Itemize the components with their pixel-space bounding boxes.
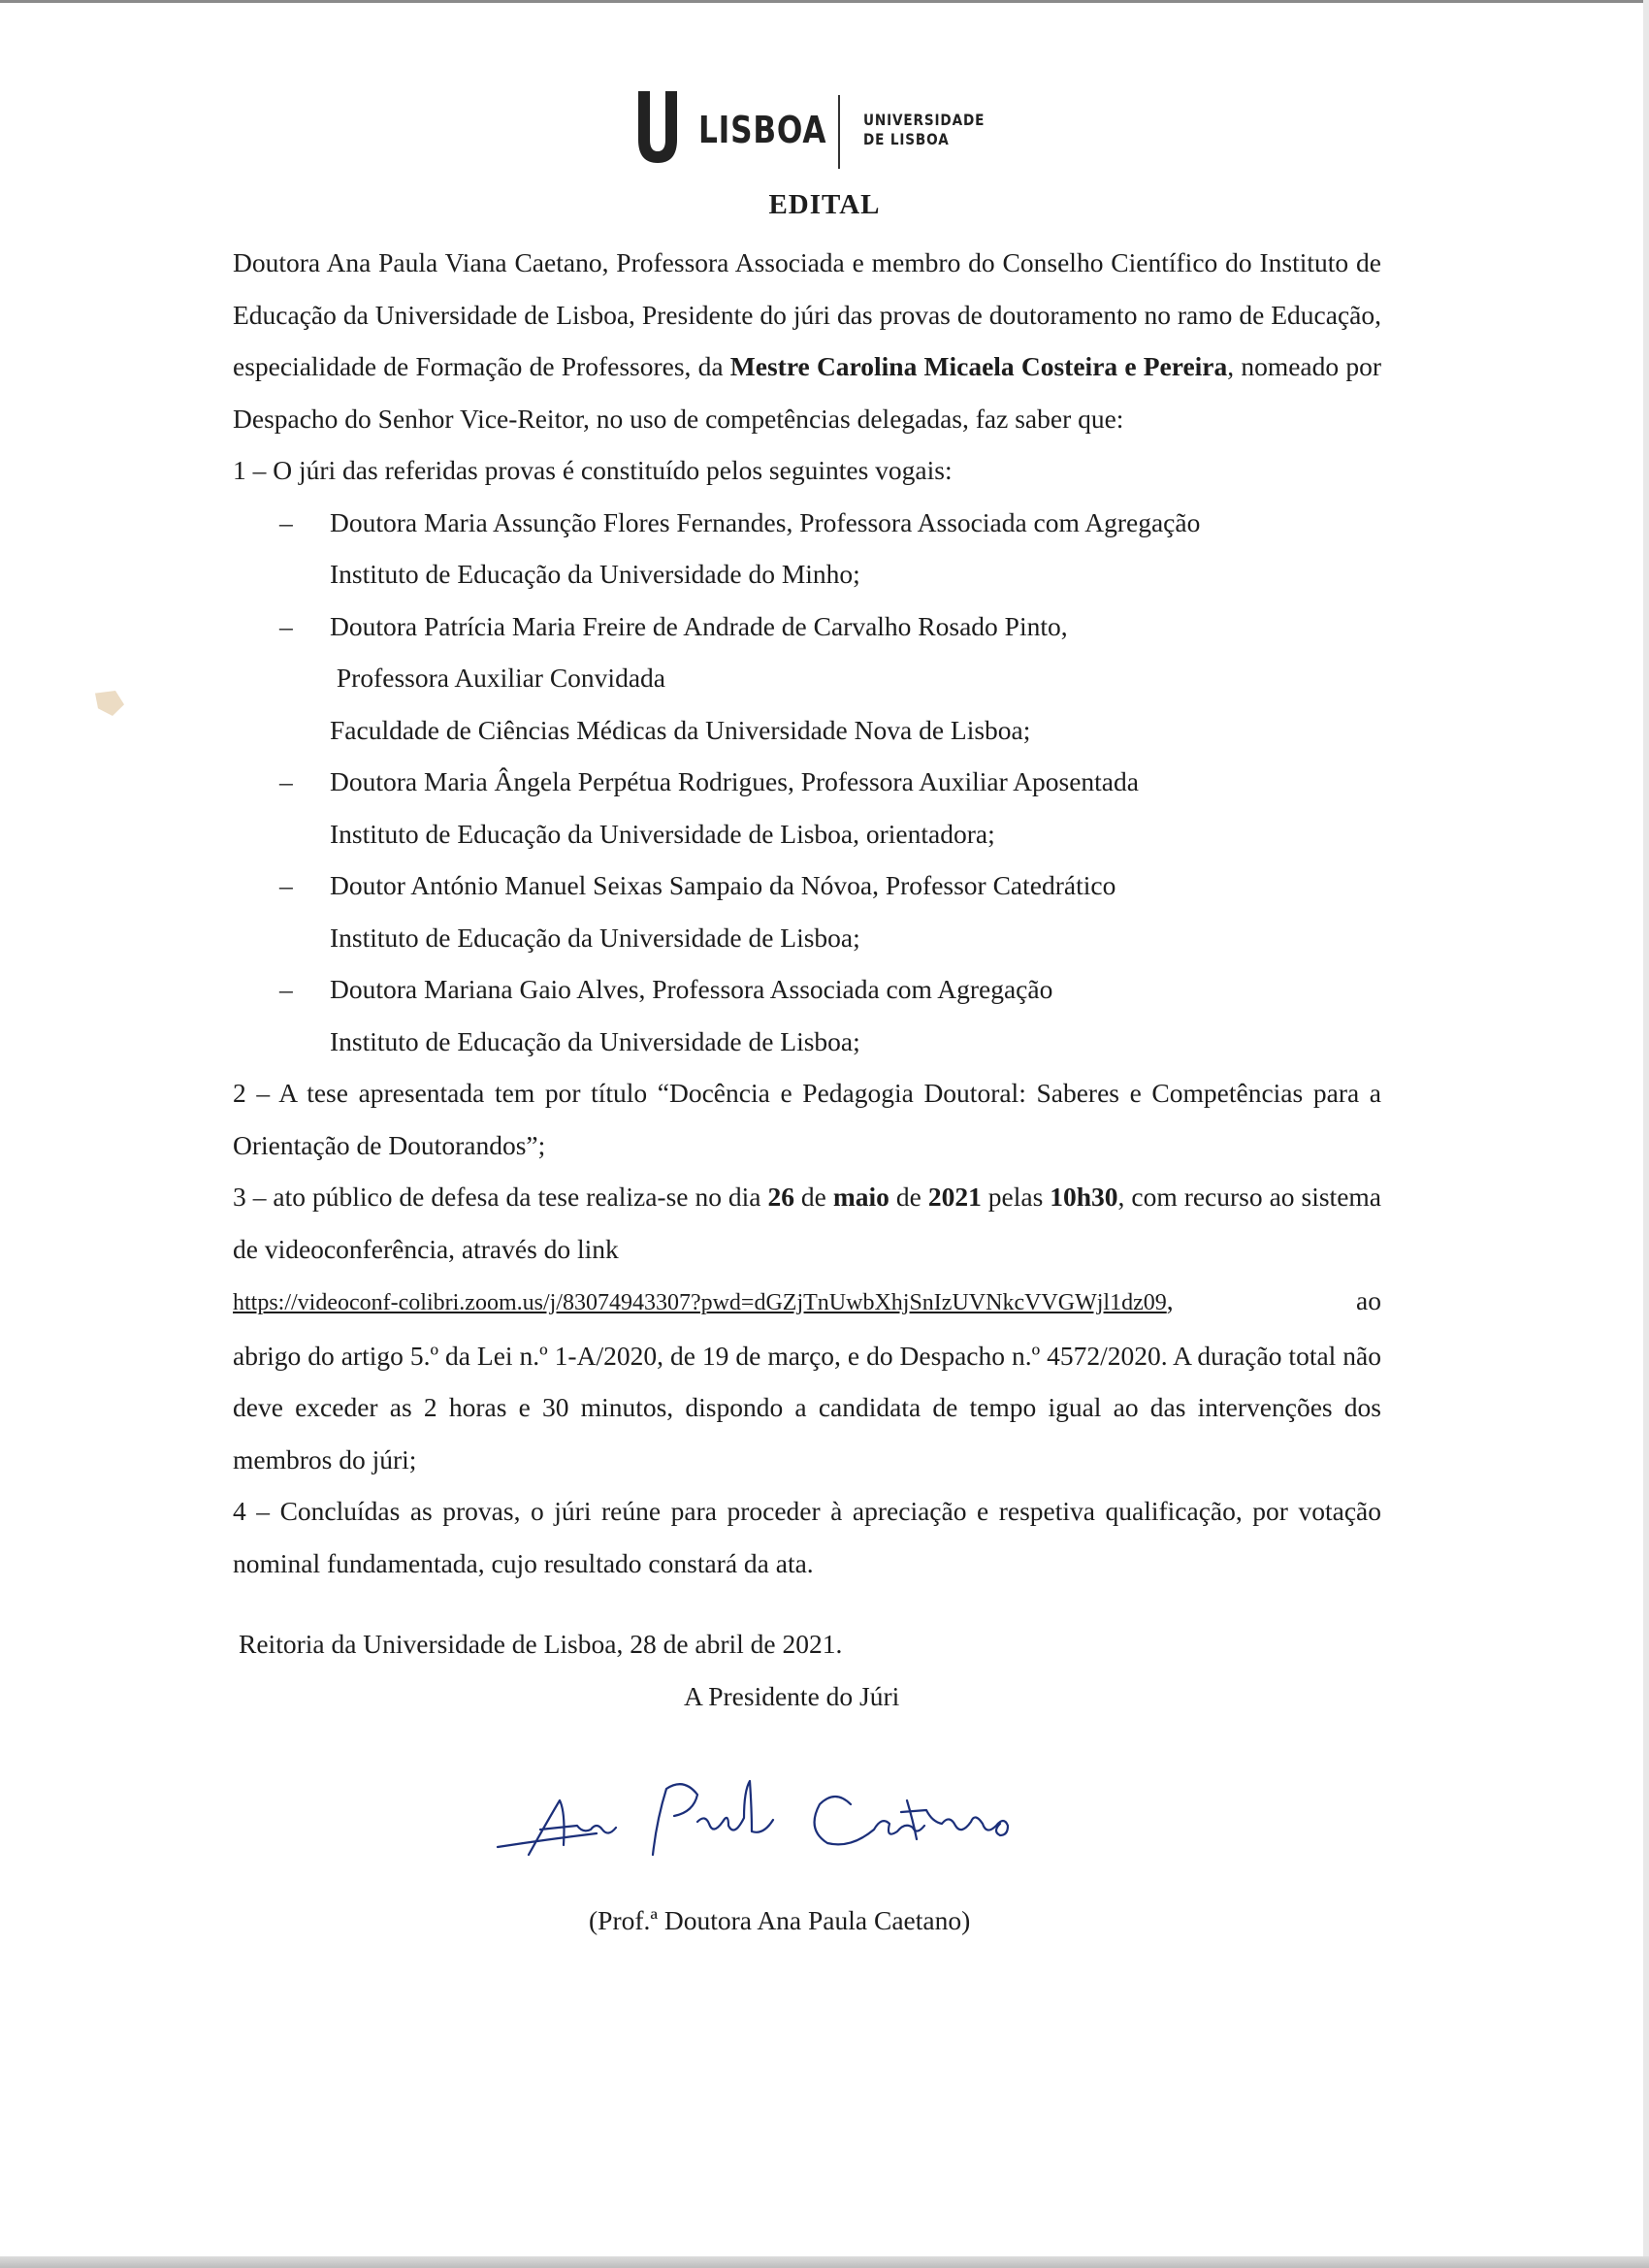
list-dash: – <box>279 974 293 1004</box>
jury-member-line: Doutora Maria Assunção Flores Fernandes, Professora Associada com Agregação <box>330 506 1201 537</box>
logo-institution-line1: UNIVERSIDADE <box>863 111 986 129</box>
item2-line: 2 – A tese apresentada tem por título “Docência e Pedagogia Doutoral: Saberes e Competências <box>233 1078 1304 1108</box>
intro-paragraph <box>233 237 1381 444</box>
defense-month: maio <box>832 1182 889 1212</box>
jury-member <box>233 756 1381 859</box>
jury-member-line: Doutora Patrícia Maria Freire de Andrade de Carvalho Rosado Pinto, <box>330 610 1068 641</box>
u-logo-icon <box>636 91 679 163</box>
list-dash: – <box>279 506 293 537</box>
item3-line: ao sistema de videoconferência, através do link <box>233 1182 1381 1264</box>
item3-continuation <box>233 1330 1381 1486</box>
logo-institution-line2: DE LISBOA <box>863 130 950 148</box>
intro-line: doutoramento no ramo de Educação, especialidade de Formação de Professores, da <box>233 299 1381 381</box>
item3-line: duração total não deve exceder as 2 horas e 30 minutos, dispondo a candidata de tempo igual ao <box>233 1340 1381 1422</box>
jury-member-line: Doutora Maria Ângela Perpétua Rodrigues, Professora Auxiliar Aposentada <box>330 766 1139 796</box>
list-dash: – <box>279 610 293 641</box>
item3-text: 3 – ato público de defesa da tese realiza-se no dia <box>233 1182 768 1212</box>
scan-edge-top <box>0 0 1649 3</box>
paper-scrap <box>95 691 124 716</box>
defense-year: 2021 <box>927 1182 982 1212</box>
item3-paragraph <box>233 1171 1381 1275</box>
defense-time: 10h30 <box>1050 1182 1118 1212</box>
president-label: A Presidente do Júri <box>684 1681 900 1711</box>
jury-member-line: Professora Auxiliar Convidada <box>330 663 665 693</box>
intro-line: de competências delegadas, faz saber que: <box>673 403 1124 434</box>
item2-paragraph <box>233 1067 1381 1171</box>
closing-place-date: Reitoria da Universidade de Lisboa, 28 de abril de 2021. <box>239 1629 843 1659</box>
item3-text: pelas <box>981 1182 1051 1212</box>
item3-text: , com recurso <box>1117 1182 1263 1212</box>
link-suffix: , <box>1166 1285 1174 1315</box>
list-dash: – <box>279 870 293 900</box>
scan-edge-bottom <box>0 2256 1649 2268</box>
logo-institution <box>863 111 985 149</box>
signer-name: (Prof.ª Doutora Ana Paula Caetano) <box>589 1905 971 1935</box>
logo-wordmark: LISBOA <box>698 109 827 151</box>
item3-line: das intervenções dos membros do júri; <box>233 1392 1382 1474</box>
jury-member-line: Instituto de Educação da Universidade de Lisboa; <box>330 922 860 953</box>
document-body <box>233 237 1381 1589</box>
item3-text: de <box>889 1182 928 1212</box>
jury-member-line: Doutor António Manuel Seixas Sampaio da Nóvoa, Professor Catedrático <box>330 870 1116 900</box>
intro-line: , nomeado por Despacho do Senhor Vice-Reitor, no uso <box>233 351 1381 434</box>
item1-heading: 1 – O júri das referidas provas é constituído pelos seguintes vogais: <box>233 455 953 485</box>
candidate-name: Carolina Micaela Costeira e Pereira <box>816 351 1228 381</box>
jury-member-line: Instituto de Educação da Universidade de Lisboa; <box>330 1025 860 1056</box>
list-dash: – <box>279 766 293 796</box>
jury-member-line: Instituto de Educação da Universidade do Minho; <box>330 559 860 589</box>
defense-day: 26 <box>767 1182 794 1212</box>
intro-line: Doutora Ana Paula Viana Caetano, Professora Associada e membro do Conselho Científico do <box>233 247 1252 277</box>
item3-line: abrigo do artigo 5.º da Lei n.º 1-A/2020, de 19 de março, e do Despacho n.º 4572/2020. A <box>233 1340 1191 1371</box>
item4-paragraph <box>233 1485 1381 1589</box>
logo-divider <box>838 95 840 169</box>
link-row <box>233 1275 1381 1330</box>
link-after-text: ao <box>1356 1285 1381 1315</box>
jury-member <box>233 497 1381 600</box>
jury-member <box>233 859 1381 963</box>
jury-member <box>233 600 1381 757</box>
jury-member-line: Faculdade de Ciências Médicas da Universidade Nova de Lisboa; <box>330 714 1031 745</box>
videoconference-link[interactable]: https://videoconf-colibri.zoom.us/j/83074943307?pwd=dGZjTnUwbXhjSnIzUVNkcVVGWjl1dz09 <box>233 1290 1167 1315</box>
item4-line: votação nominal fundamentada, cujo resultado constará da ata. <box>233 1496 1381 1578</box>
document-title: EDITAL <box>768 189 881 220</box>
item3-text: de <box>793 1182 833 1212</box>
scan-edge-right <box>1643 0 1649 2268</box>
jury-member-line: Doutora Mariana Gaio Alves, Professora Associada com Agregação <box>330 974 1053 1004</box>
jury-member-line: Instituto de Educação da Universidade de Lisboa, orientadora; <box>330 818 995 849</box>
candidate-title: Mestre <box>729 351 810 381</box>
intro-line: Instituto de Educação da Universidade de Lisboa, Presidente do júri das provas de <box>233 247 1382 330</box>
item2-line: para a Orientação de Doutorandos”; <box>233 1078 1382 1160</box>
jury-member <box>233 963 1381 1067</box>
university-logo <box>630 85 1018 169</box>
handwritten-signature <box>490 1762 1033 1868</box>
item4-line: 4 – Concluídas as provas, o júri reúne para proceder à apreciação e respetiva qualificação, por <box>233 1496 1288 1526</box>
